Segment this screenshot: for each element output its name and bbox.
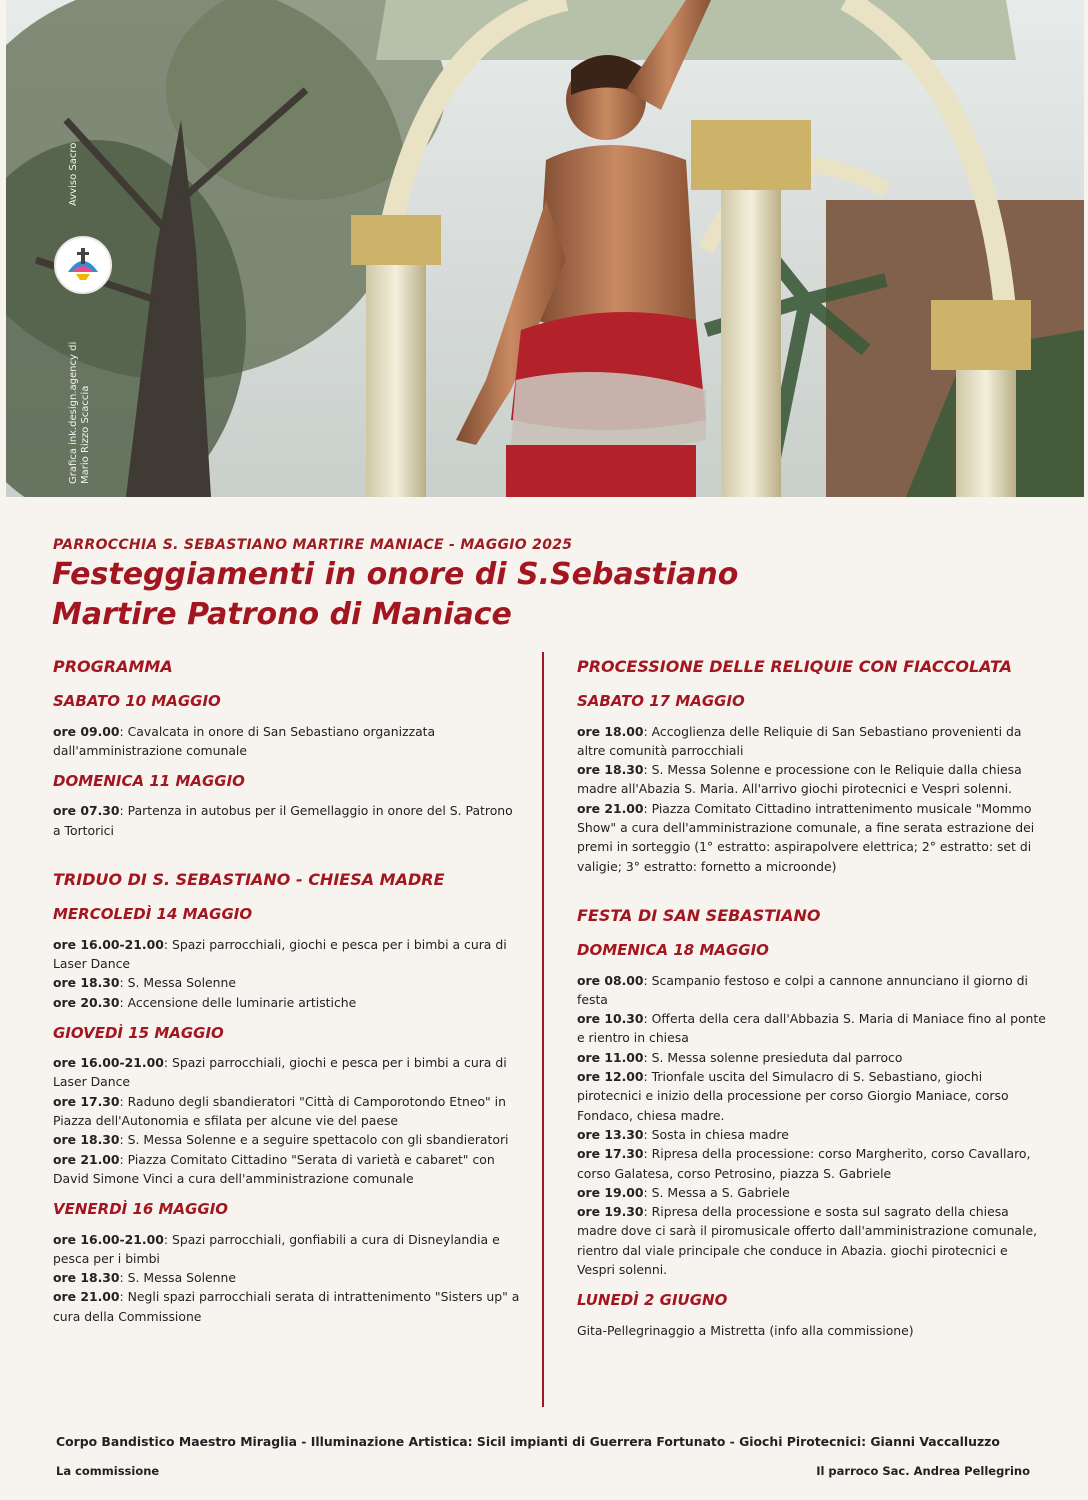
schedule-item: ore 18.30: S. Messa Solenne e processione con le Reliquie dalla chiesa madre all'Abazia S. Maria. All'arrivo giochi pirotecnici e Vespri solenni.	[577, 762, 1022, 797]
schedule-item: ore 16.00-21.00: Spazi parrocchiali, giochi e pesca per i bimbi a cura di Laser Dance	[53, 1055, 507, 1090]
left-column	[53, 657, 523, 1326]
day-domenica-11: DOMENICA 11 MAGGIO	[53, 772, 245, 791]
footer-credits: Corpo Bandistico Maestro Miraglia - Illuminazione Artistica: Sicil impianti di Guerrera Fortunato - Giochi Pirotecnici: Gianni Vaccalluzzo	[56, 1434, 1000, 1449]
schedule-item: ore 08.00: Scampanio festoso e colpi a cannone annunciano il giorno di festa	[577, 972, 1028, 1007]
title-line-1: Festeggiamenti in onore di S.Sebastiano	[52, 557, 739, 592]
schedule-item: ore 09.00: Cavalcata in onore di San Sebastiano organizzata dall'amministrazione comunale	[53, 723, 436, 758]
section-triduo: TRIDUO DI S. SEBASTIANO - CHIESA MADRE	[53, 870, 445, 890]
schedule-item: ore 19.00: S. Messa a S. Gabriele	[577, 1184, 790, 1200]
schedule-item: ore 16.00-21.00: Spazi parrocchiali, gonfiabili a cura di Disneylandia e pesca per i bimbi	[53, 1231, 500, 1266]
design-credit: Grafica ink.design.agency di Mario Rizzo Scaccia	[68, 341, 91, 484]
signature-commissione: La commissione	[56, 1464, 160, 1478]
schedule-item: ore 18.30: S. Messa Solenne e a seguire spettacolo con gli sbandieratori	[53, 1132, 509, 1148]
schedule-item: ore 21.00: Negli spazi parrocchiali serata di intrattenimento "Sisters up" a cura della Commissione	[53, 1289, 520, 1324]
schedule-item: ore 18.30: S. Messa Solenne	[53, 975, 236, 991]
signature-parroco: Il parroco Sac. Andrea Pellegrino	[816, 1464, 1030, 1478]
day-sabato-10: SABATO 10 MAGGIO	[53, 692, 221, 711]
statue-illustration	[6, 0, 1084, 497]
schedule-item: ore 17.30: Raduno degli sbandieratori "Città di Camporotondo Etneo" in Piazza dell'Autonomia e sfilata per alcune vie del paese	[53, 1093, 506, 1129]
day-sabato-17: SABATO 17 MAGGIO	[577, 692, 745, 711]
diocese-logo-icon	[54, 236, 112, 294]
hero-photo	[6, 0, 1084, 497]
day-mercoledi-14: MERCOLEDÌ 14 MAGGIO	[53, 905, 253, 924]
schedule-item: Gita-Pellegrinaggio a Mistretta (info alla commissione)	[577, 1322, 914, 1338]
section-festa: FESTA DI SAN SEBASTIANO	[577, 905, 821, 925]
day-lunedi-2-giugno: LUNEDÌ 2 GIUGNO	[577, 1291, 728, 1310]
day-domenica-18: DOMENICA 18 MAGGIO	[577, 941, 769, 960]
poster-body	[0, 497, 1088, 1500]
day-giovedi-15: GIOVEDÌ 15 MAGGIO	[53, 1023, 224, 1042]
section-programma: PROGRAMMA	[53, 657, 173, 676]
schedule-item: ore 19.30: Ripresa della processione e sosta sul sagrato della chiesa madre dove ci sarà il piromusicale offerto dall'amministrazione comunale, rientro dal viale principale che conduce in Abazia. giochi pirotecnici e Vespri solenni.	[577, 1204, 1038, 1278]
schedule-item: ore 21.00: Piazza Comitato Cittadino "Serata di varietà e cabaret" con David Simone Vinci a cura dell'amministrazione comunale	[53, 1151, 495, 1186]
page-title	[52, 555, 738, 635]
schedule-item: ore 12.00: Trionfale uscita del Simulacro di S. Sebastiano, giochi pirotecnici e inizio della processione per corso Giorgio Maniace, corso Fondaco, chiesa madre.	[577, 1069, 1009, 1123]
organizer-line: PARROCCHIA S. SEBASTIANO MARTIRE MANIACE - MAGGIO 2025	[53, 537, 573, 553]
schedule-item: ore 17.30: Ripresa della processione: corso Margherito, corso Cavallaro, corso Galatesa, corso Petrosino, piazza S. Gabriele	[577, 1146, 1031, 1181]
column-divider	[542, 652, 544, 1407]
schedule-item: ore 10.30: Offerta della cera dall'Abbazia S. Maria di Maniace fino al ponte e rientro in chiesa	[577, 1011, 1046, 1046]
schedule-item: ore 13.30: Sosta in chiesa madre	[577, 1126, 789, 1142]
section-processione: PROCESSIONE DELLE RELIQUIE CON FIACCOLATA	[577, 657, 1013, 676]
schedule-item: ore 21.00: Piazza Comitato Cittadino intrattenimento musicale "Mommo Show" a cura dell'amministrazione comunale, a fine serata estrazione dei premi in sorteggio (1° estratto: aspirapolvere elettrica; 2° estratto: set di valigie; 3° estratto: fornetto a microonde)	[577, 800, 1035, 874]
schedule-item: ore 18.00: Accoglienza delle Reliquie di San Sebastiano provenienti da altre comunità parrocchiali	[577, 723, 1022, 758]
schedule-item: ore 11.00: S. Messa solenne presieduta dal parroco	[577, 1049, 903, 1065]
schedule-item: ore 18.30: S. Messa Solenne	[53, 1270, 236, 1286]
day-venerdi-16: VENERDÌ 16 MAGGIO	[53, 1200, 229, 1219]
right-column	[577, 657, 1047, 1340]
schedule-item: ore 20.30: Accensione delle luminarie artistiche	[53, 994, 357, 1010]
title-line-2: Martire Patrono di Maniace	[52, 597, 512, 632]
schedule-item: ore 16.00-21.00: Spazi parrocchiali, giochi e pesca per i bimbi a cura di Laser Dance	[53, 936, 507, 971]
schedule-item: ore 07.30: Partenza in autobus per il Gemellaggio in onore del S. Patrono a Tortorici	[53, 803, 513, 838]
avviso-sacro-label: Avviso Sacro	[68, 142, 79, 206]
